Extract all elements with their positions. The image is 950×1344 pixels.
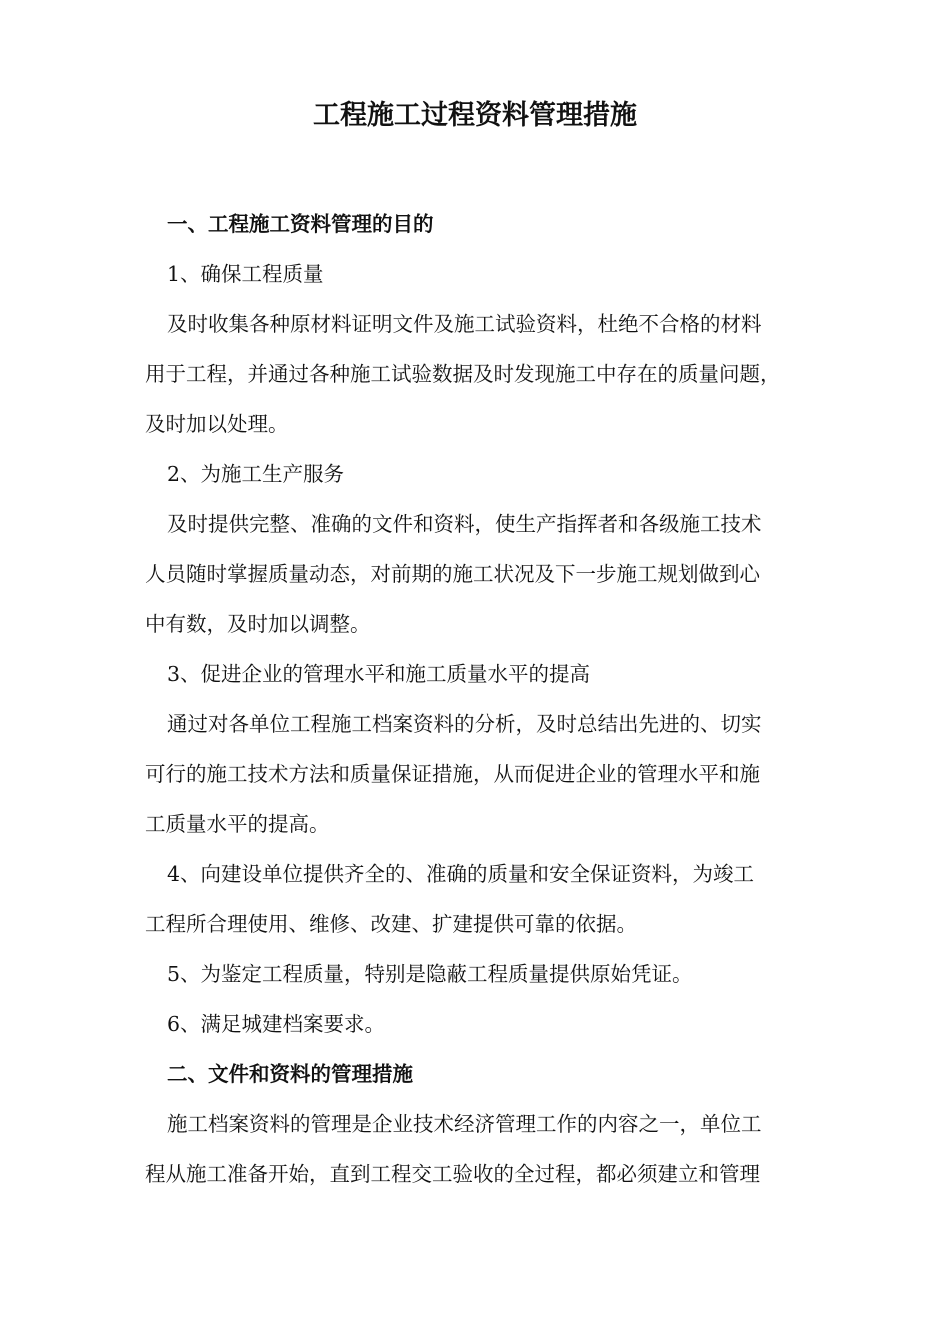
text-line: 中有数，及时加以调整。 — [145, 612, 371, 636]
text-line: 施工档案资料的管理是企业技术经济管理工作的内容之一，单位工 — [167, 1112, 762, 1136]
text-line: 6、满足城建档案要求。 — [167, 1012, 386, 1036]
text-line: 及时加以处理。 — [145, 412, 289, 436]
text-line: 通过对各单位工程施工档案资料的分析，及时总结出先进的、切实 — [167, 712, 762, 736]
text-line: 3、促进企业的管理水平和施工质量水平的提高 — [167, 662, 591, 686]
document-body — [145, 199, 810, 1199]
text-line: 工程所合理使用、维修、改建、扩建提供可靠的依据。 — [145, 912, 637, 936]
section-heading: 二、文件和资料的管理措施 — [167, 1062, 413, 1086]
text-line: 及时收集各种原材料证明文件及施工试验资料，杜绝不合格的材料 — [167, 312, 762, 336]
text-line: 程从施工准备开始，直到工程交工验收的全过程，都必须建立和管理 — [145, 1162, 760, 1186]
text-line: 用于工程，并通过各种施工试验数据及时发现施工中存在的质量问题， — [145, 362, 781, 386]
text-line: 人员随时掌握质量动态，对前期的施工状况及下一步施工规划做到心 — [145, 562, 760, 586]
text-line: 1、确保工程质量 — [167, 262, 324, 286]
section-heading: 一、工程施工资料管理的目的 — [167, 212, 434, 236]
text-line: 2、为施工生产服务 — [167, 462, 345, 486]
text-line: 及时提供完整、准确的文件和资料，使生产指挥者和各级施工技术 — [167, 512, 762, 536]
document-title: 工程施工过程资料管理措施 — [313, 100, 637, 131]
text-line: 4、向建设单位提供齐全的、准确的质量和安全保证资料，为竣工 — [167, 862, 755, 886]
text-line: 可行的施工技术方法和质量保证措施，从而促进企业的管理水平和施 — [145, 762, 760, 786]
text-line: 5、为鉴定工程质量，特别是隐蔽工程质量提供原始凭证。 — [167, 962, 693, 986]
text-line: 工质量水平的提高。 — [145, 812, 330, 836]
